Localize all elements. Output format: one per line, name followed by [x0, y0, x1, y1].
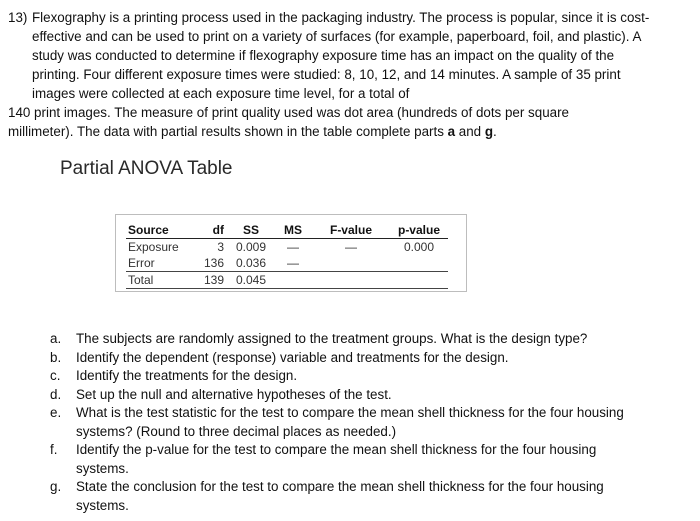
- cell-p-value: 0.000: [403, 240, 435, 254]
- list-item: [50, 330, 690, 349]
- list-item: [50, 349, 690, 368]
- part-text: What is the test statistic for the test to compare the mean shell thickness for the four housing systems? (Round to three decimal places as needed.): [76, 405, 624, 439]
- header-p-value: p-value: [390, 222, 448, 239]
- cell-p-value: [390, 272, 448, 289]
- question-line-final: millimeter). The data with partial results shown in the table complete parts a and g.: [8, 124, 497, 139]
- part-text: Set up the null and alternative hypotheses of the test.: [76, 386, 392, 402]
- cell-df: 139: [196, 272, 228, 289]
- table-row-total: [126, 272, 448, 289]
- question-body: [32, 8, 692, 103]
- header-ss: SS: [228, 222, 274, 239]
- question-line: images were collected at each exposure time level, for a total of: [32, 86, 410, 101]
- list-item: [50, 404, 690, 441]
- header-df: df: [196, 222, 228, 239]
- part-text: The subjects are randomly assigned to the treatment groups. What is the design type?: [76, 331, 588, 346]
- question-line: effective and can be used to print on a variety of surfaces (for example, paperboard, foil, and plastic). A: [32, 29, 642, 44]
- cell-ms: —: [287, 256, 299, 270]
- part-marker: g.: [50, 479, 62, 494]
- list-item: [50, 367, 690, 386]
- header-source: Source: [126, 222, 196, 239]
- cell-df: 3: [217, 240, 224, 254]
- list-item: [50, 478, 690, 515]
- table-row: [126, 239, 448, 256]
- header-ms: MS: [274, 222, 312, 239]
- list-item: [50, 441, 690, 478]
- section-title: Partial ANOVA Table: [60, 158, 233, 179]
- cell-source: Exposure: [128, 240, 179, 254]
- part-text: Identify the treatments for the design.: [76, 368, 298, 383]
- part-marker: c.: [50, 368, 61, 383]
- part-text: Identify the p-value for the test to compare the mean shell thickness for the four housing systems.: [76, 442, 597, 476]
- question-line: Flexography is a printing process used in the packaging industry. The process is popular, since it is cost-: [32, 10, 650, 25]
- part-text: State the conclusion for the test to compare the mean shell thickness for the four housing systems.: [76, 479, 604, 513]
- question-parts-list: [50, 330, 690, 515]
- cell-ss: 0.009: [235, 240, 267, 254]
- list-item: [50, 386, 690, 405]
- cell-ss: 0.045: [228, 272, 274, 289]
- cell-f-value: [312, 255, 390, 272]
- cell-ms: —: [287, 240, 299, 254]
- question-line: study was conducted to determine if flexography exposure time has an impact on the quality of the: [32, 48, 615, 63]
- anova-table: [126, 222, 448, 289]
- question-number: 13): [8, 10, 28, 25]
- header-f-value: F-value: [312, 222, 390, 239]
- part-marker: e.: [50, 405, 62, 420]
- part-marker: a.: [50, 331, 62, 346]
- question-line: 140 print images. The measure of print quality used was dot area (hundreds of dots per square: [8, 105, 569, 120]
- question-line: printing. Four different exposure times were studied: 8, 10, 12, and 14 minutes. A sample of 35 print: [32, 67, 621, 82]
- cell-p-value: [390, 255, 448, 272]
- part-a-ref: a: [447, 124, 456, 139]
- cell-df: 136: [203, 256, 224, 270]
- cell-f-value: —: [345, 240, 357, 254]
- cell-source: Error: [128, 256, 155, 270]
- cell-ss: 0.036: [235, 256, 267, 270]
- table-row: [126, 255, 448, 272]
- cell-ms: [274, 272, 312, 289]
- part-text: Identify the dependent (response) variable and treatments for the design.: [76, 349, 509, 365]
- cell-f-value: [312, 272, 390, 289]
- question-text: [8, 8, 692, 141]
- part-marker: b.: [50, 349, 62, 365]
- table-header-row: [126, 222, 448, 239]
- part-marker: f.: [50, 442, 58, 457]
- part-marker: d.: [50, 386, 62, 402]
- cell-source: Total: [126, 272, 196, 289]
- part-g-ref: g: [484, 124, 494, 139]
